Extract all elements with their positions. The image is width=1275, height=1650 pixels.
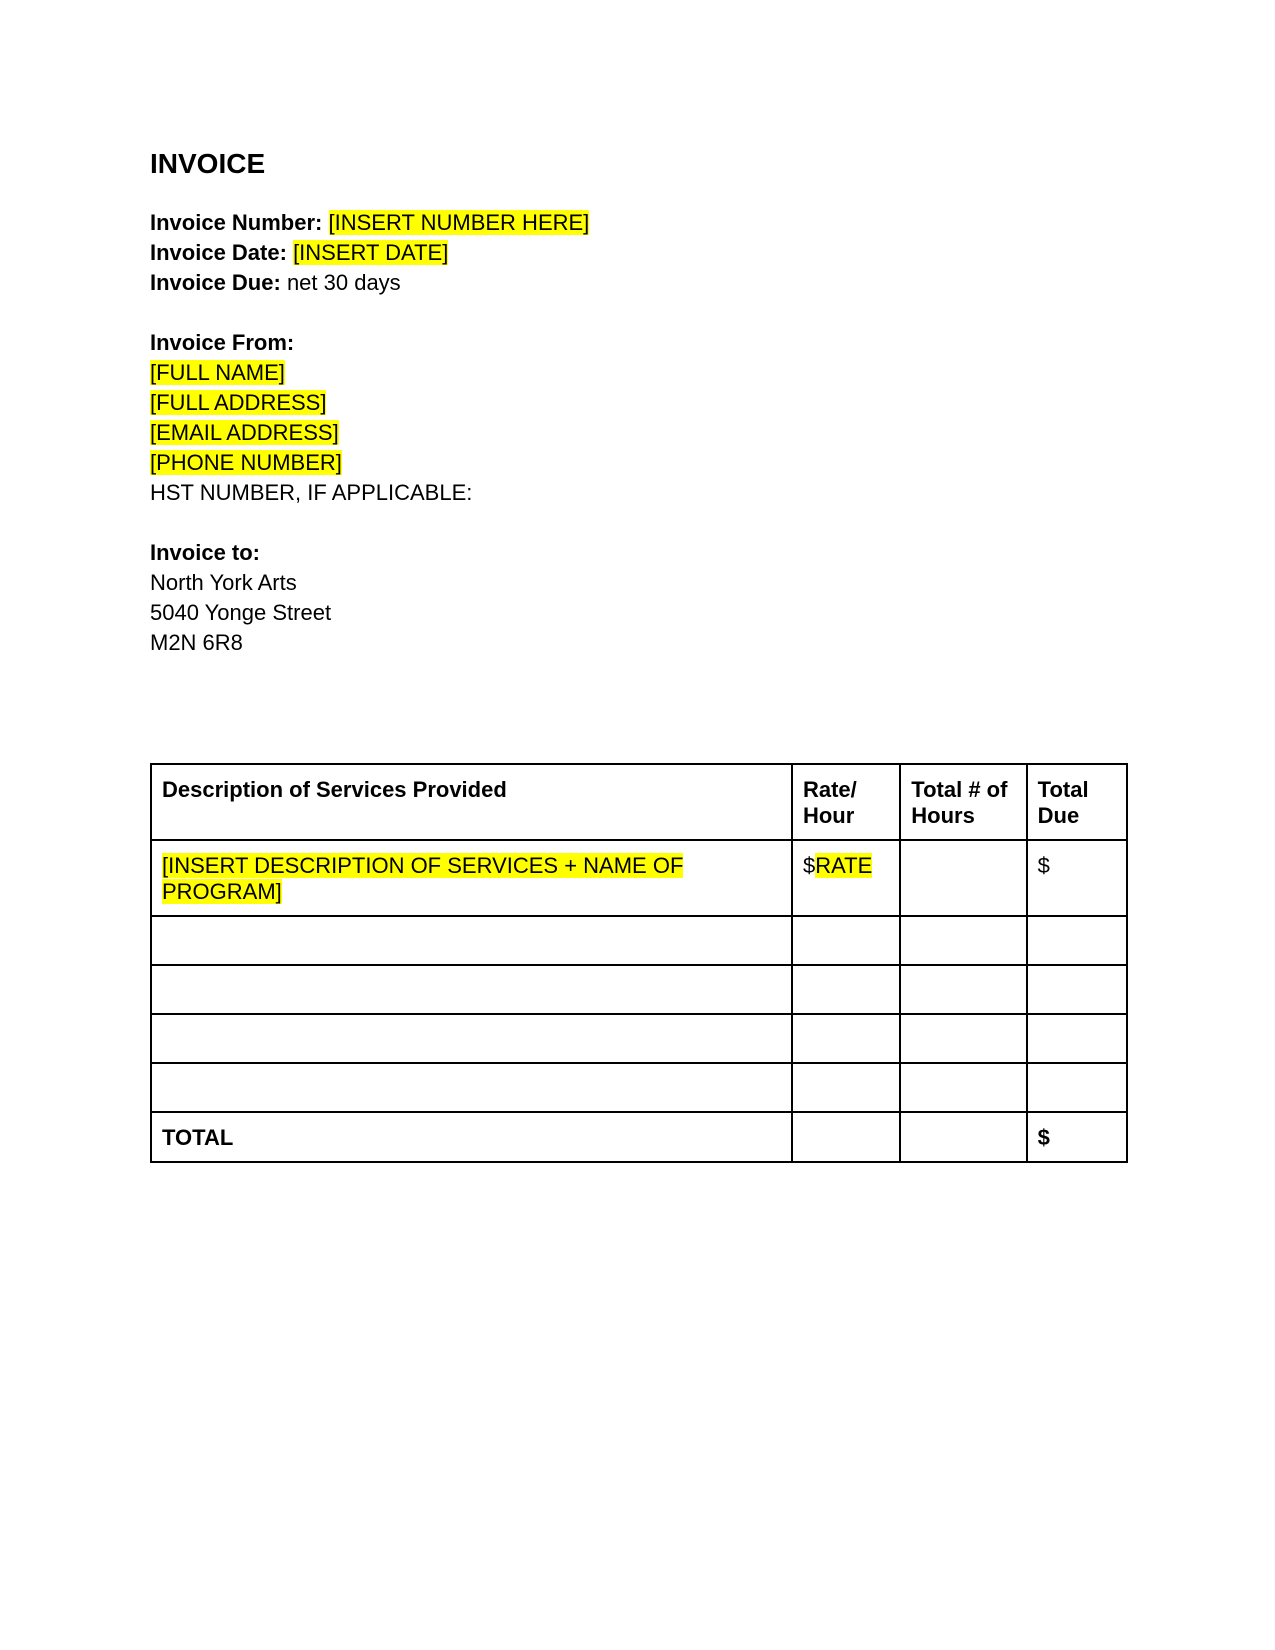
invoice-date-line <box>150 238 1130 268</box>
table-row <box>151 840 1127 916</box>
cell-description[interactable] <box>151 1063 792 1112</box>
cell-description[interactable] <box>151 840 792 916</box>
description-placeholder: [INSERT DESCRIPTION OF SERVICES + NAME OF PROGRAM] <box>162 853 684 904</box>
invoice-to-section <box>150 538 1130 658</box>
cell-total-due[interactable] <box>1027 1063 1127 1112</box>
total-hours[interactable] <box>900 1112 1026 1162</box>
invoice-due-value: net 30 days <box>286 270 401 295</box>
from-email-address[interactable]: [EMAIL ADDRESS] <box>150 420 339 445</box>
to-postal-code: M2N 6R8 <box>150 630 243 655</box>
cell-rate[interactable] <box>792 1014 900 1063</box>
services-table <box>150 763 1128 1163</box>
from-full-address[interactable]: [FULL ADDRESS] <box>150 390 327 415</box>
invoice-date-value[interactable]: [INSERT DATE] <box>293 240 449 265</box>
cell-hours[interactable] <box>900 1014 1026 1063</box>
invoice-title: INVOICE <box>150 148 266 179</box>
invoice-number-value[interactable]: [INSERT NUMBER HERE] <box>328 210 590 235</box>
table-row <box>151 965 1127 1014</box>
to-name: North York Arts <box>150 570 297 595</box>
invoice-due-label: Invoice Due: <box>150 270 281 295</box>
cell-hours[interactable] <box>900 840 1026 916</box>
cell-rate[interactable] <box>792 840 900 916</box>
cell-total-due[interactable] <box>1027 1014 1127 1063</box>
total-amount[interactable]: $ <box>1027 1112 1127 1162</box>
table-row <box>151 916 1127 965</box>
header-total-hours: Total # of Hours <box>900 764 1026 840</box>
cell-hours[interactable] <box>900 1063 1026 1112</box>
cell-description[interactable] <box>151 1014 792 1063</box>
invoice-to-heading: Invoice to: <box>150 540 261 565</box>
header-description: Description of Services Provided <box>151 764 792 840</box>
from-full-name[interactable]: [FULL NAME] <box>150 360 285 385</box>
cell-total-due[interactable] <box>1027 965 1127 1014</box>
invoice-number-line <box>150 208 1130 238</box>
table-header-row <box>151 764 1127 840</box>
cell-hours[interactable] <box>900 965 1026 1014</box>
invoice-due-line <box>150 268 1130 298</box>
table-total-row <box>151 1112 1127 1162</box>
total-label: TOTAL <box>151 1112 792 1162</box>
invoice-from-section <box>150 328 1130 508</box>
rate-placeholder: RATE <box>815 853 873 878</box>
cell-rate[interactable] <box>792 916 900 965</box>
cell-hours[interactable] <box>900 916 1026 965</box>
invoice-document <box>150 146 1130 658</box>
cell-rate[interactable] <box>792 1063 900 1112</box>
cell-rate[interactable] <box>792 965 900 1014</box>
invoice-from-heading: Invoice From: <box>150 330 295 355</box>
invoice-date-label: Invoice Date: <box>150 240 287 265</box>
header-total-due: Total Due <box>1027 764 1127 840</box>
table-row <box>151 1063 1127 1112</box>
cell-description[interactable] <box>151 965 792 1014</box>
total-rate[interactable] <box>792 1112 900 1162</box>
to-street: 5040 Yonge Street <box>150 600 332 625</box>
rate-prefix: $ <box>802 853 816 878</box>
header-rate-hour: Rate/ Hour <box>792 764 900 840</box>
from-hst-number: HST NUMBER, IF APPLICABLE: <box>150 480 473 505</box>
from-phone-number[interactable]: [PHONE NUMBER] <box>150 450 342 475</box>
cell-description[interactable] <box>151 916 792 965</box>
cell-total-due[interactable] <box>1027 916 1127 965</box>
cell-total-due[interactable]: $ <box>1027 840 1127 916</box>
table-row <box>151 1014 1127 1063</box>
invoice-number-label: Invoice Number: <box>150 210 323 235</box>
